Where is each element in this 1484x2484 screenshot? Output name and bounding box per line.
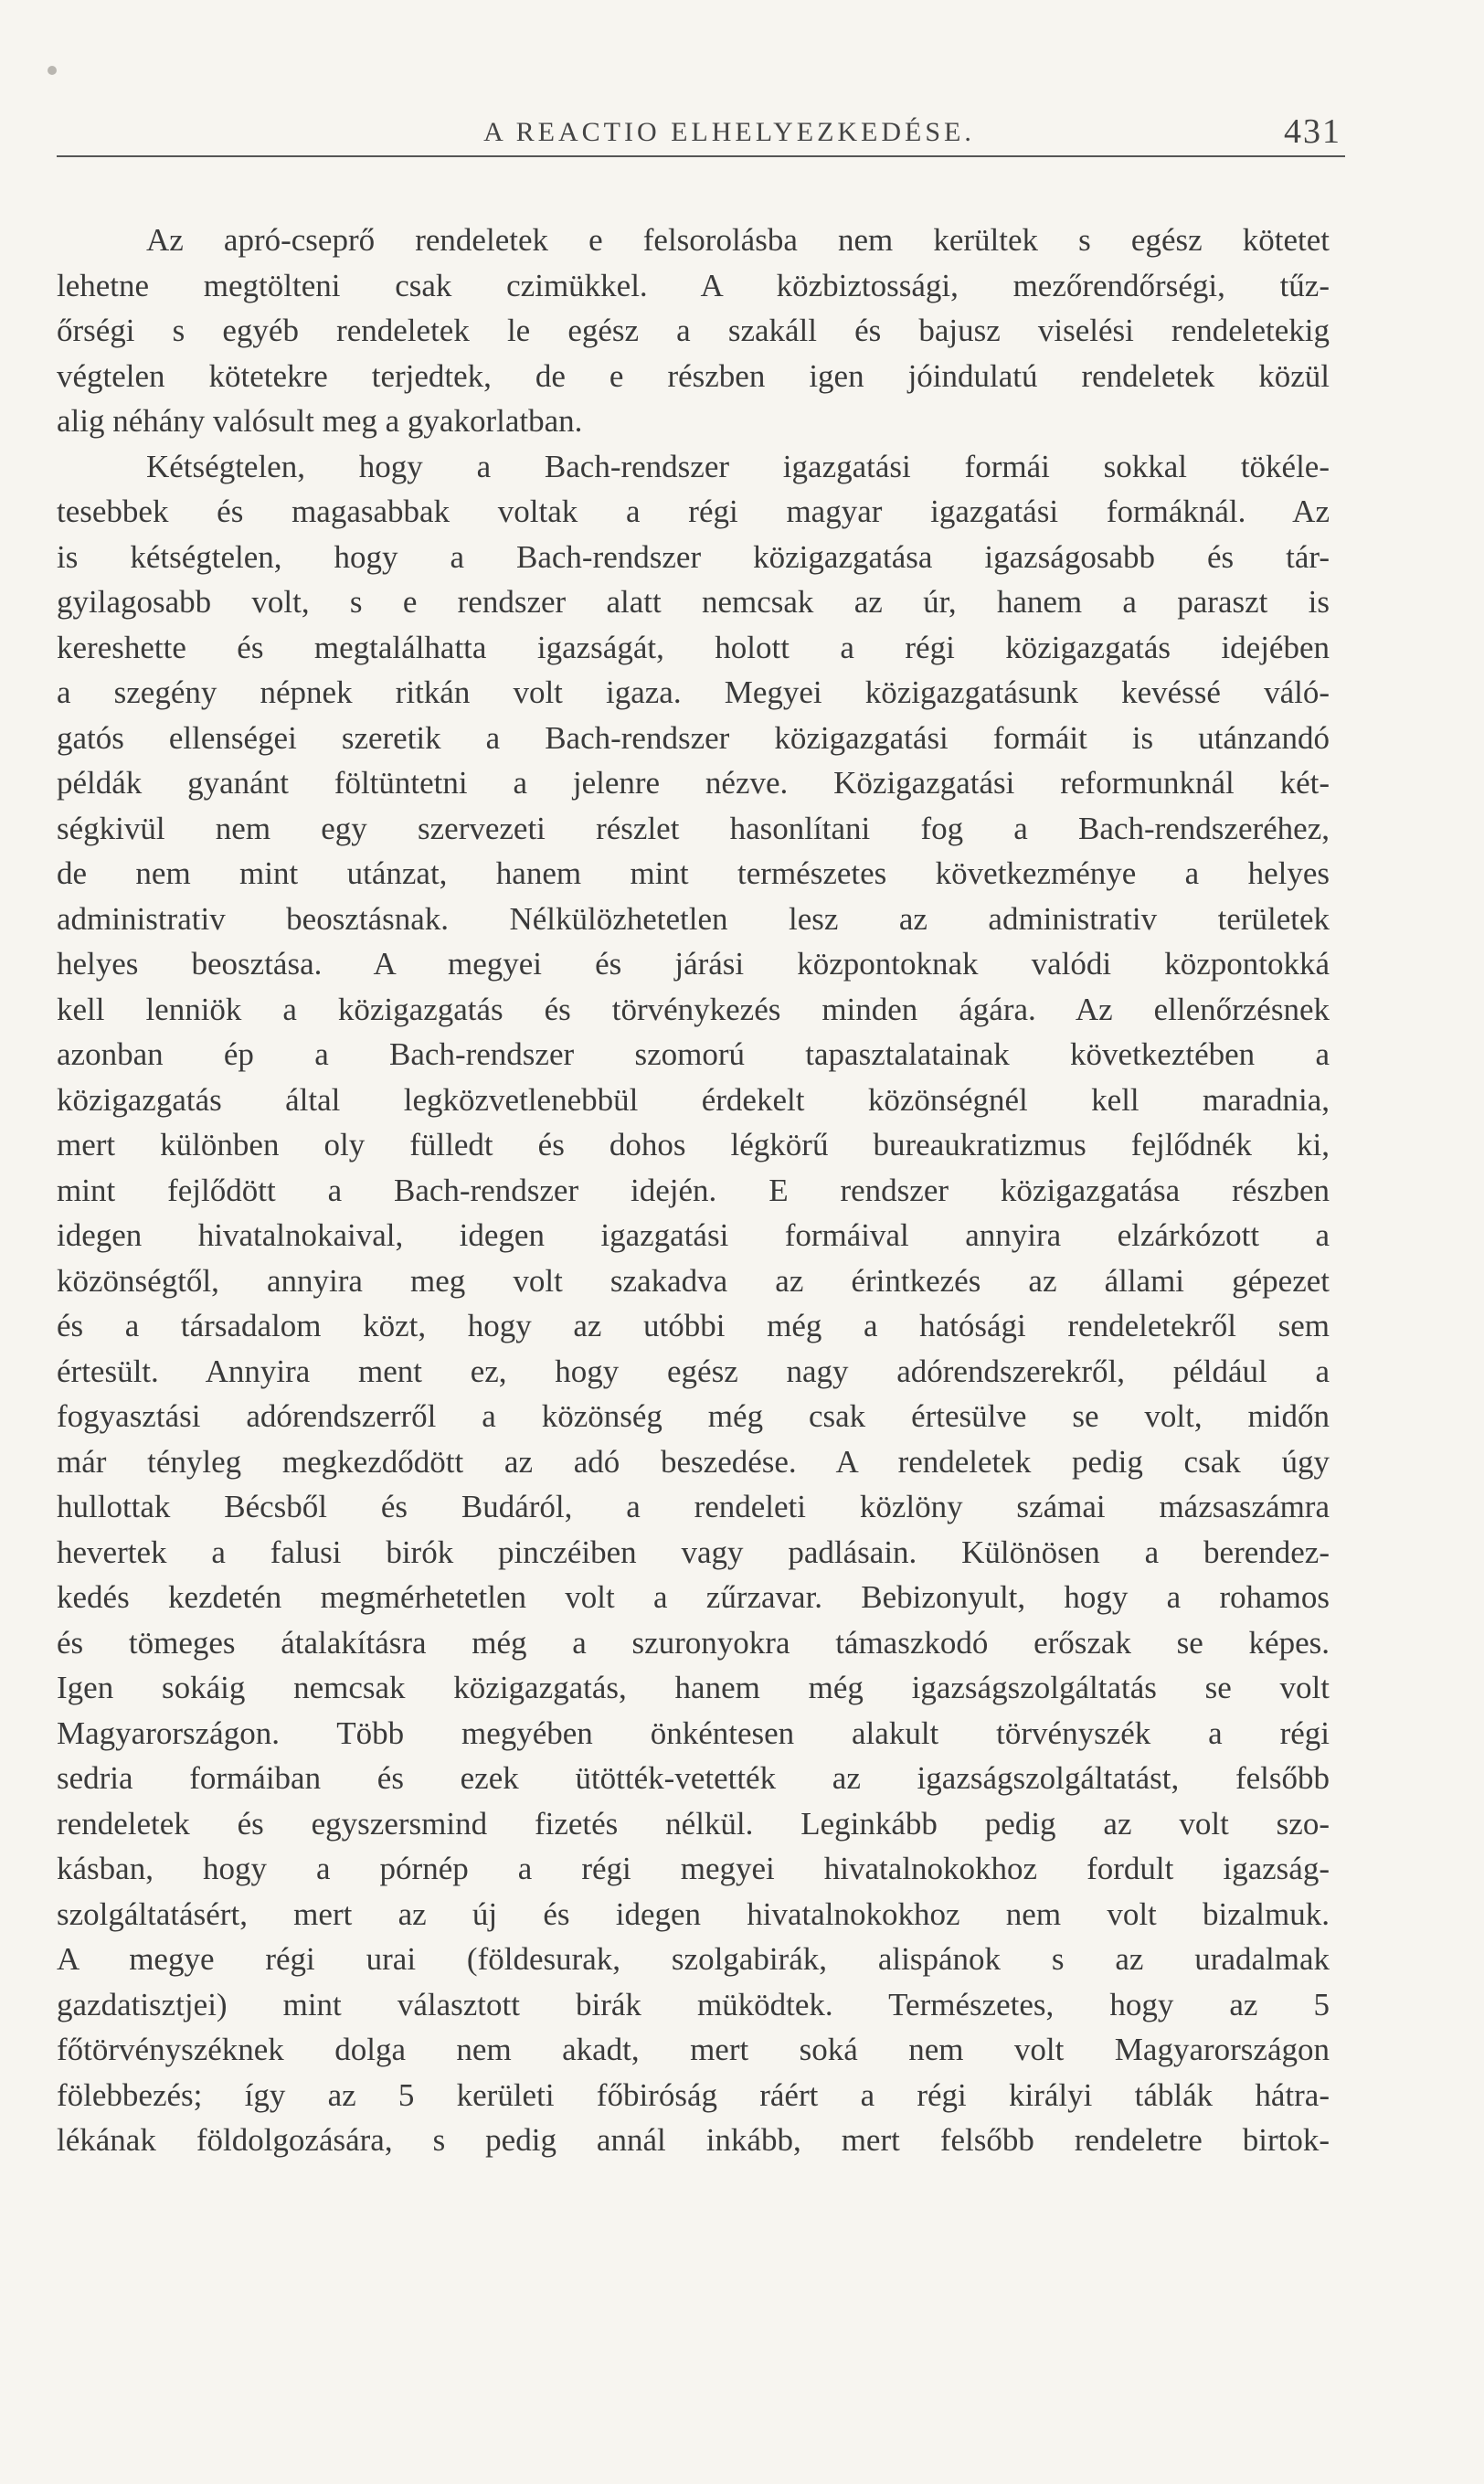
text-line: gatós ellenségei szeretik a Bach-rendszer közigazgatási formáit is utánzandó <box>57 719 1330 756</box>
text-line: ségkivül nem egy szervezeti részlet hasonlítani fog a Bach-rendszeréhez, <box>57 810 1330 846</box>
text-line: Az apró-cseprő rendeletek e felsorolásba nem kerültek s egész kötetet <box>146 222 1330 258</box>
text-line: közigazgatás által legközvetlenebbül érdekelt közönségnél kell maradnia, <box>57 1081 1330 1118</box>
page-number: 431 <box>1284 112 1341 151</box>
text-line: őrségi s egyéb rendeletek le egész a szakáll és bajusz viselési rendeletekig <box>57 313 1330 348</box>
text-line: gyilagosabb volt, s e rendszer alatt nemcsak az úr, hanem a paraszt is <box>57 584 1330 620</box>
running-head: A REACTIO ELHELYEZKEDÉSE. <box>483 117 975 147</box>
text-line: azonban ép a Bach-rendszer szomorú tapasztalatainak következtében a <box>57 1036 1330 1072</box>
text-line: már tényleg megkezdődött az adó beszedése. A rendeletek pedig csak úgy <box>57 1443 1330 1480</box>
paper-speck <box>48 66 57 75</box>
text-line: A megye régi urai (földesurak, szolgabirák, alispánok s az uradalmak <box>57 1941 1330 1977</box>
text-line: fogyasztási adórendszerről a közönség még csak értesülve se volt, midőn <box>57 1398 1330 1434</box>
text-line: és tömeges átalakításra még a szuronyokra támaszkodó erőszak se képes. <box>57 1624 1330 1661</box>
text-line: idegen hivatalnokaival, idegen igazgatási formáival annyira elzárkózott a <box>57 1217 1330 1253</box>
text-line: mert különben oly fülledt és dohos légkörű bureaukratizmus fejlődnék ki, <box>57 1127 1330 1162</box>
text-line: kell lenniök a közigazgatás és törvénykezés minden ágára. Az ellenőrzésnek <box>57 991 1330 1027</box>
text-line: fölebbezés; így az 5 kerületi főbiróság ráért a régi királyi táblák hátra- <box>57 2076 1330 2113</box>
text-line: értesült. Annyira ment ez, hogy egész nagy adórendszerekről, például a <box>57 1353 1330 1389</box>
text-line: alig néhány valósult meg a gyakorlatban. <box>57 403 583 439</box>
text-line: hullottak Bécsből és Budáról, a rendeleti közlöny számai mázsaszámra <box>57 1489 1330 1524</box>
text-line: példák gyanánt föltüntetni a jelenre nézve. Közigazgatási reformunknál két- <box>57 765 1330 801</box>
text-line: és a társadalom közt, hogy az utóbbi még a hatósági rendeletekről sem <box>57 1308 1330 1343</box>
text-line: rendeletek és egyszersmind fizetés nélkül. Leginkább pedig az volt szo- <box>57 1805 1330 1842</box>
page-header <box>117 111 1341 155</box>
body-text <box>57 218 1330 2163</box>
text-line: kereshette és megtalálhatta igazságát, holott a régi közigazgatás idejében <box>57 629 1330 665</box>
text-line: Magyarországon. Több megyében önkéntesen alakult törvényszék a régi <box>57 1714 1330 1751</box>
text-line: főtörvényszéknek dolga nem akadt, mert soká nem volt Magyarországon <box>57 2032 1330 2067</box>
text-line: kásban, hogy a pórnép a régi megyei hivatalnokokhoz fordult igazság- <box>57 1851 1330 1886</box>
text-line: is kétségtelen, hogy a Bach-rendszer közigazgatása igazságosabb és tár- <box>57 538 1330 575</box>
text-line: de nem mint utánzat, hanem mint természetes következménye a helyes <box>57 855 1330 891</box>
text-line: hevertek a falusi birók pinczéiben vagy padlásain. Különösen a berendez- <box>57 1534 1330 1570</box>
text-line: lékának földolgozására, s pedig annál inkább, mert felsőbb rendeletre birtok- <box>57 2122 1330 2158</box>
text-line: Kétségtelen, hogy a Bach-rendszer igazgatási formái sokkal tökéle- <box>146 448 1330 484</box>
text-line: administrativ beosztásnak. Nélkülözhetetlen lesz az administrativ területek <box>57 900 1330 937</box>
text-line: Igen sokáig nemcsak közigazgatás, hanem még igazságszolgáltatás se volt <box>57 1670 1330 1705</box>
text-line: mint fejlődött a Bach-rendszer idején. E rendszer közigazgatása részben <box>57 1172 1330 1208</box>
text-line: sedria formáiban és ezek ütötték-vetették az igazságszolgáltatást, felsőbb <box>57 1760 1330 1796</box>
text-line: végtelen kötetekre terjedtek, de e részben igen jóindulatú rendeletek közül <box>57 357 1330 394</box>
text-line: a szegény népnek ritkán volt igaza. Megyei közigazgatásunk kevéssé váló- <box>57 674 1330 710</box>
text-line: gazdatisztjei) mint választott birák müködtek. Természetes, hogy az 5 <box>57 1986 1330 2022</box>
text-line: helyes beosztása. A megyei és járási központoknak valódi központokká <box>57 946 1330 982</box>
header-rule <box>57 155 1345 157</box>
text-line: tesebbek és magasabbak voltak a régi magyar igazgatási formáknál. Az <box>57 494 1330 529</box>
text-line: szolgáltatásért, mert az új és idegen hivatalnokokhoz nem volt bizalmuk. <box>57 1895 1330 1932</box>
text-line: közönségtől, annyira meg volt szakadva az érintkezés az állami gépezet <box>57 1262 1330 1299</box>
text-line: lehetne megtölteni csak czimükkel. A közbiztossági, mezőrendőrségi, tűz- <box>57 267 1330 303</box>
text-line: kedés kezdetén megmérhetetlen volt a zűrzavar. Bebizonyult, hogy a rohamos <box>57 1579 1330 1615</box>
